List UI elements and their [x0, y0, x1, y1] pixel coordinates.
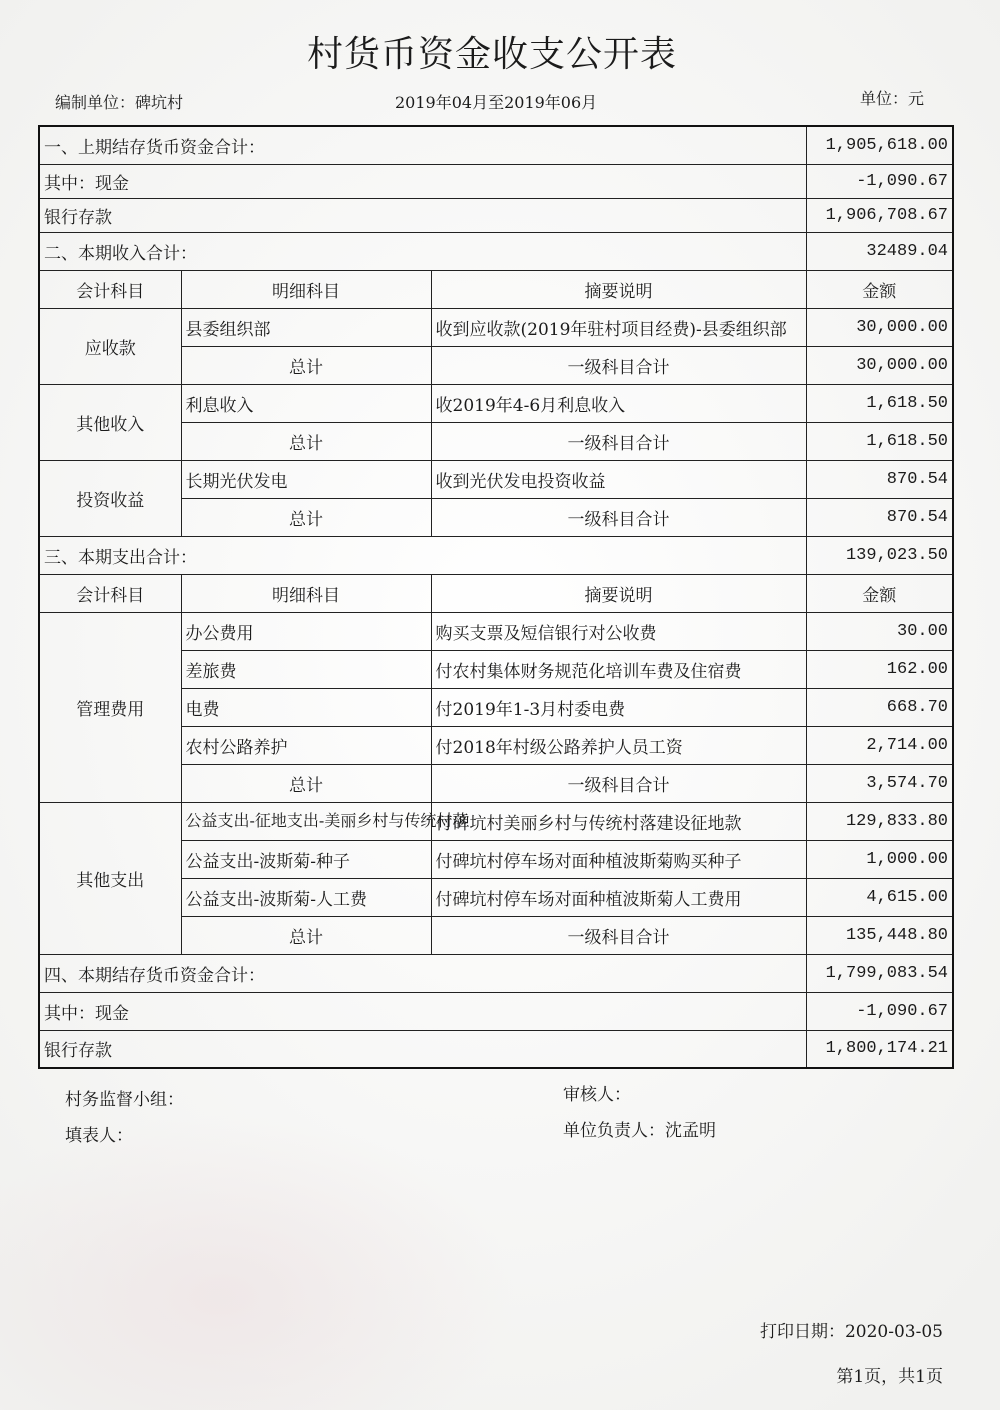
- column-header-account: 会计科目: [39, 270, 181, 308]
- column-header-amount: 金额: [806, 270, 953, 308]
- description-cell: 收到应收款(2019年驻村项目经费)-县委组织部: [431, 308, 806, 346]
- detail-cell: 长期光伏发电: [181, 460, 431, 498]
- income-total-row: [39, 232, 953, 270]
- detail-cell: 公益支出-波斯菊-人工费: [181, 878, 431, 916]
- income-total-label: 二、本期收入合计：: [39, 232, 806, 270]
- amount-cell: 162.00: [806, 650, 953, 688]
- subtotal-description: 一级科目合计: [431, 764, 806, 802]
- detail-cell: 县委组织部: [181, 308, 431, 346]
- subtotal-label: 总计: [181, 916, 431, 954]
- subtotal-amount: 135,448.80: [806, 916, 953, 954]
- detail-text: 公益支出-征地支出-美丽乡村与传统村落: [185, 811, 469, 830]
- closing-bank-label: 银行存款: [39, 1030, 806, 1068]
- table-row: [39, 612, 953, 650]
- closing-cash-amount: -1,090.67: [806, 992, 953, 1030]
- detail-cell: 农村公路养护: [181, 726, 431, 764]
- opening-total-row: [39, 126, 953, 164]
- detail-cell: 利息收入: [181, 384, 431, 422]
- organization-label: 编制单位：碑坑村: [55, 93, 184, 112]
- column-header-detail: 明细科目: [181, 270, 431, 308]
- expense-header-row: [39, 574, 953, 612]
- period-label: 2019年04月至2019年06月: [395, 93, 598, 112]
- opening-total-amount: 1,905,618.00: [806, 126, 953, 164]
- description-cell: 付碑坑村停车场对面种植波斯菊购买种子: [431, 840, 806, 878]
- detail-cell: 电费: [181, 688, 431, 726]
- finance-table: [38, 125, 954, 1069]
- preparer-label: 填表人：: [65, 1126, 133, 1146]
- detail-cell: 办公费用: [181, 612, 431, 650]
- closing-total-row: [39, 954, 953, 992]
- opening-bank-row: [39, 198, 953, 232]
- subtotal-description: 一级科目合计: [431, 498, 806, 536]
- column-header-detail: 明细科目: [181, 574, 431, 612]
- description-cell: 收2019年4-6月利息收入: [431, 384, 806, 422]
- account-cell: 其他收入: [39, 384, 181, 460]
- table-row: [39, 460, 953, 498]
- income-header-row: [39, 270, 953, 308]
- detail-cell: [181, 802, 469, 840]
- account-cell: 其他支出: [39, 802, 181, 954]
- closing-cash-label: 其中：现金: [39, 992, 806, 1030]
- expense-total-label: 三、本期支出合计：: [39, 536, 806, 574]
- table-row: [39, 802, 953, 840]
- amount-cell: 668.70: [806, 688, 953, 726]
- amount-cell: 870.54: [806, 460, 953, 498]
- subtotal-label: 总计: [181, 764, 431, 802]
- print-date: 打印日期：2020-03-05: [759, 1322, 943, 1342]
- description-cell: 收到光伏发电投资收益: [431, 460, 806, 498]
- amount-cell: 1,000.00: [806, 840, 953, 878]
- page-title: 村货币资金收支公开表: [306, 34, 677, 75]
- description-cell: 付碑坑村美丽乡村与传统村落建设征地款: [431, 802, 806, 840]
- amount-cell: 30,000.00: [806, 308, 953, 346]
- closing-bank-row: [39, 1030, 953, 1068]
- amount-cell: 2,714.00: [806, 726, 953, 764]
- opening-total-label: 一、上期结存货币资金合计：: [39, 126, 806, 164]
- description-cell: 购买支票及短信银行对公收费: [431, 612, 806, 650]
- subtotal-amount: 1,618.50: [806, 422, 953, 460]
- column-header-description: 摘要说明: [431, 270, 806, 308]
- amount-cell: 30.00: [806, 612, 953, 650]
- amount-cell: 4,615.00: [806, 878, 953, 916]
- description-cell: 付2019年1-3月村委电费: [431, 688, 806, 726]
- amount-cell: 1,618.50: [806, 384, 953, 422]
- table-row: [39, 308, 953, 346]
- account-cell: 应收款: [39, 308, 181, 384]
- account-cell: 管理费用: [39, 612, 181, 802]
- subtotal-amount: 870.54: [806, 498, 953, 536]
- account-cell: 投资收益: [39, 460, 181, 536]
- subtotal-label: 总计: [181, 422, 431, 460]
- expense-total-row: [39, 536, 953, 574]
- closing-cash-row: [39, 992, 953, 1030]
- supervision-group-label: 村务监督小组：: [65, 1090, 184, 1110]
- expense-total-amount: 139,023.50: [806, 536, 953, 574]
- subtotal-description: 一级科目合计: [431, 422, 806, 460]
- description-cell: 付2018年村级公路养护人员工资: [431, 726, 806, 764]
- closing-total-amount: 1,799,083.54: [806, 954, 953, 992]
- currency-unit-label: 单位：元: [860, 89, 925, 108]
- subtotal-label: 总计: [181, 498, 431, 536]
- opening-bank-label: 银行存款: [39, 198, 806, 232]
- subtotal-label: 总计: [181, 346, 431, 384]
- amount-cell: 129,833.80: [806, 802, 953, 840]
- opening-bank-amount: 1,906,708.67: [806, 198, 953, 232]
- detail-cell: 差旅费: [181, 650, 431, 688]
- table-row: [39, 384, 953, 422]
- reviewer-label: 审核人：: [563, 1085, 631, 1105]
- opening-cash-label: 其中：现金: [39, 164, 806, 198]
- subtotal-description: 一级科目合计: [431, 916, 806, 954]
- column-header-description: 摘要说明: [431, 574, 806, 612]
- closing-total-label: 四、本期结存货币资金合计：: [39, 954, 806, 992]
- column-header-amount: 金额: [806, 574, 953, 612]
- closing-bank-amount: 1,800,174.21: [806, 1030, 953, 1068]
- subtotal-amount: 3,574.70: [806, 764, 953, 802]
- page-number: 第1页，共1页: [836, 1367, 943, 1387]
- unit-leader-label: 单位负责人：沈孟明: [563, 1121, 716, 1141]
- description-cell: 付农村集体财务规范化培训车费及住宿费: [431, 650, 806, 688]
- description-cell: 付碑坑村停车场对面种植波斯菊人工费用: [431, 878, 806, 916]
- detail-cell: 公益支出-波斯菊-种子: [181, 840, 431, 878]
- income-total-amount: 32489.04: [806, 232, 953, 270]
- opening-cash-row: [39, 164, 953, 198]
- column-header-account: 会计科目: [39, 574, 181, 612]
- subtotal-description: 一级科目合计: [431, 346, 806, 384]
- subtotal-amount: 30,000.00: [806, 346, 953, 384]
- opening-cash-amount: -1,090.67: [806, 164, 953, 198]
